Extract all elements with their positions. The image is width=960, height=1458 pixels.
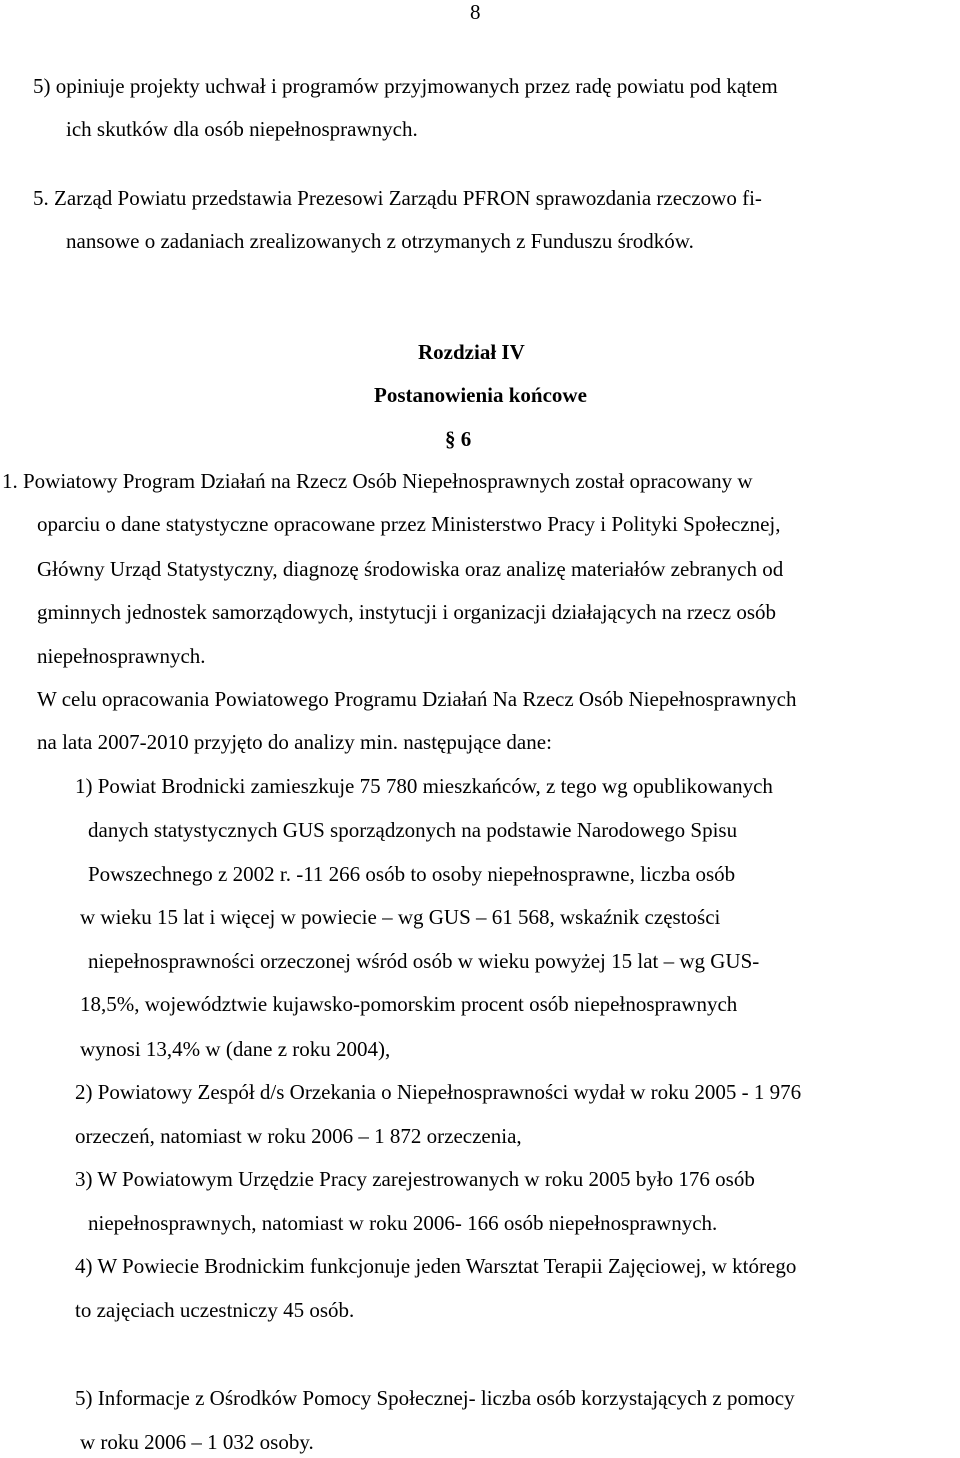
list-item1-line5: niepełnosprawności orzeczonej wśród osób w wieku powyżej 15 lat – wg GUS- (88, 949, 760, 973)
list-item2-line1: 2) Powiatowy Zespół d/s Orzekania o Niepełnosprawności wydał w roku 2005 - 1 976 (75, 1080, 802, 1104)
list-item2-line2: orzeczeń, natomiast w roku 2006 – 1 872 orzeczenia, (75, 1124, 522, 1148)
item5-line1: 5) opiniuje projekty uchwał i programów przyjmowanych przez radę powiatu pod kątem (33, 74, 778, 98)
paragraph1-line4: gminnych jednostek samorządowych, instytucji i organizacji działających na rzecz osób (37, 600, 777, 624)
chapter-subtitle: Postanowienia końcowe (374, 383, 587, 407)
point5-line2: nansowe o zadaniach zrealizowanych z otrzymanych z Funduszu środków. (66, 229, 694, 253)
paragraph1-line3: Główny Urząd Statystyczny, diagnozę środowiska oraz analizę materiałów zebranych od (37, 557, 784, 581)
list-item4-line2: to zajęciach uczestniczy 45 osób. (75, 1298, 355, 1322)
list-item3-line1: 3) W Powiatowym Urzędzie Pracy zarejestrowanych w roku 2005 było 176 osób (75, 1167, 755, 1191)
paragraph2-line2: na lata 2007-2010 przyjęto do analizy min. następujące dane: (37, 730, 552, 754)
paragraph2-line1: W celu opracowania Powiatowego Programu Działań Na Rzecz Osób Niepełnosprawnych (37, 687, 797, 711)
page-number: 8 (470, 0, 481, 24)
paragraph1-line2: oparciu o dane statystyczne opracowane przez Ministerstwo Pracy i Polityki Społecznej, (37, 512, 781, 536)
section-number: § 6 (445, 427, 472, 451)
item5-line2: ich skutków dla osób niepełnosprawnych. (66, 117, 418, 141)
list-item1-line4: w wieku 15 lat i więcej w powiecie – wg GUS – 61 568, wskaźnik częstości (80, 905, 721, 929)
list-item5-line1: 5) Informacje z Ośrodków Pomocy Społecznej- liczba osób korzystających z pomocy (75, 1386, 795, 1410)
paragraph1-line1: 1. Powiatowy Program Działań na Rzecz Osób Niepełnosprawnych został opracowany w (2, 469, 753, 493)
list-item4-line1: 4) W Powiecie Brodnickim funkcjonuje jeden Warsztat Terapii Zajęciowej, w którego (75, 1254, 797, 1278)
list-item1-line1: 1) Powiat Brodnicki zamieszkuje 75 780 mieszkańców, z tego wg opublikowanych (75, 774, 773, 798)
point5-line1: 5. Zarząd Powiatu przedstawia Prezesowi Zarządu PFRON sprawozdania rzeczowo fi- (33, 186, 762, 210)
list-item1-line2: danych statystycznych GUS sporządzonych na podstawie Narodowego Spisu (88, 818, 738, 842)
list-item1-line7: wynosi 13,4% w (dane z roku 2004), (80, 1037, 391, 1061)
list-item5-line2: w roku 2006 – 1 032 osoby. (80, 1430, 314, 1454)
paragraph1-line5: niepełnosprawnych. (37, 644, 206, 668)
chapter-title: Rozdział IV (418, 340, 525, 364)
list-item1-line6: 18,5%, województwie kujawsko-pomorskim procent osób niepełnosprawnych (80, 992, 738, 1016)
list-item3-line2: niepełnosprawnych, natomiast w roku 2006- 166 osób niepełnosprawnych. (88, 1211, 718, 1235)
list-item1-line3: Powszechnego z 2002 r. -11 266 osób to osoby niepełnosprawne, liczba osób (88, 862, 736, 886)
